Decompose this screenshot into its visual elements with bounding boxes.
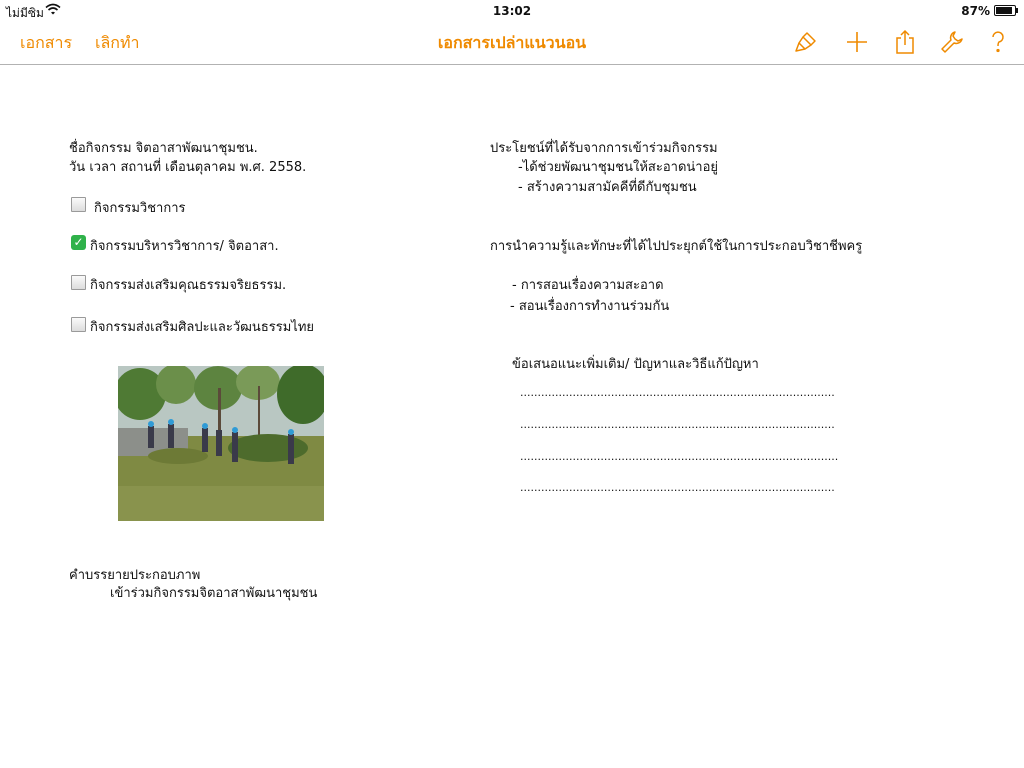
checkbox-admin-label: กิจกรรมบริหารวิชาการ/ จิตอาสา. bbox=[90, 239, 279, 254]
checkbox-academic-label: กิจกรรมวิชาการ bbox=[94, 201, 186, 216]
format-paintbrush-icon[interactable] bbox=[793, 29, 819, 55]
dotted-line: .......................................................................................... bbox=[520, 418, 835, 431]
checkbox-checked-icon[interactable]: ✓ bbox=[71, 235, 86, 250]
battery-percentage: 87% bbox=[961, 4, 990, 18]
battery-icon bbox=[994, 5, 1016, 16]
checkbox-morality[interactable] bbox=[71, 275, 86, 290]
help-icon[interactable] bbox=[985, 29, 1011, 55]
activity-photo[interactable] bbox=[118, 366, 324, 521]
checkbox-art-culture[interactable] bbox=[71, 317, 86, 332]
caption-text: เข้าร่วมกิจกรรมจิตอาสาพัฒนาชุมชน bbox=[110, 586, 318, 601]
benefits-heading: ประโยชน์ที่ได้รับจากการเข้าร่วมกิจกรรม bbox=[490, 141, 718, 156]
activity-name: ชื่อกิจกรรม จิตอาสาพัฒนาชุมชน. bbox=[69, 141, 258, 156]
benefit-item: -ได้ช่วยพัฒนาชุมชนให้สะอาดน่าอยู่ bbox=[518, 160, 719, 175]
apply-item: - การสอนเรื่องความสะอาด bbox=[512, 278, 664, 293]
apply-heading: การนำความรู้และทักษะที่ได้ไปประยุกต์ใช้ในการประกอบวิชาชีพครู bbox=[490, 239, 863, 254]
wrench-settings-icon[interactable] bbox=[939, 29, 965, 55]
document-canvas[interactable] bbox=[0, 65, 1024, 768]
benefit-item: - สร้างความสามัคคีที่ดีกับชุมชน bbox=[518, 180, 697, 195]
dotted-line: ........................................................................................... bbox=[520, 450, 839, 463]
status-bar bbox=[0, 0, 1024, 22]
carrier-label: ไม่มีซิม bbox=[6, 6, 44, 20]
share-icon[interactable] bbox=[892, 29, 918, 55]
suggestion-heading: ข้อเสนอแนะเพิ่มเติม/ ปัญหาและวิธีแก้ปัญหา bbox=[512, 357, 759, 372]
checkbox-art-culture-label: กิจกรรมส่งเสริมศิลปะและวัฒนธรรมไทย bbox=[90, 320, 315, 335]
undo-button[interactable]: เลิกทำ bbox=[95, 33, 140, 52]
checkbox-morality-label: กิจกรรมส่งเสริมคุณธรรมจริยธรรม. bbox=[90, 278, 287, 293]
add-icon[interactable] bbox=[844, 29, 870, 55]
dotted-line: .......................................................................................... bbox=[520, 386, 835, 399]
battery-level bbox=[996, 7, 1012, 14]
document-title[interactable]: เอกสารเปล่าแนวนอน bbox=[437, 33, 587, 52]
dotted-line: .......................................................................................... bbox=[520, 481, 835, 494]
apply-item: - สอนเรื่องการทำงานร่วมกัน bbox=[510, 299, 670, 314]
clock: 13:02 bbox=[492, 4, 532, 18]
caption-heading: คำบรรยายประกอบภาพ bbox=[69, 568, 201, 583]
date-place: วัน เวลา สถานที่ เดือนตุลาคม พ.ศ. 2558. bbox=[69, 160, 307, 175]
checkbox-academic[interactable] bbox=[71, 197, 86, 212]
documents-button[interactable]: เอกสาร bbox=[20, 33, 73, 52]
toolbar bbox=[0, 22, 1024, 65]
